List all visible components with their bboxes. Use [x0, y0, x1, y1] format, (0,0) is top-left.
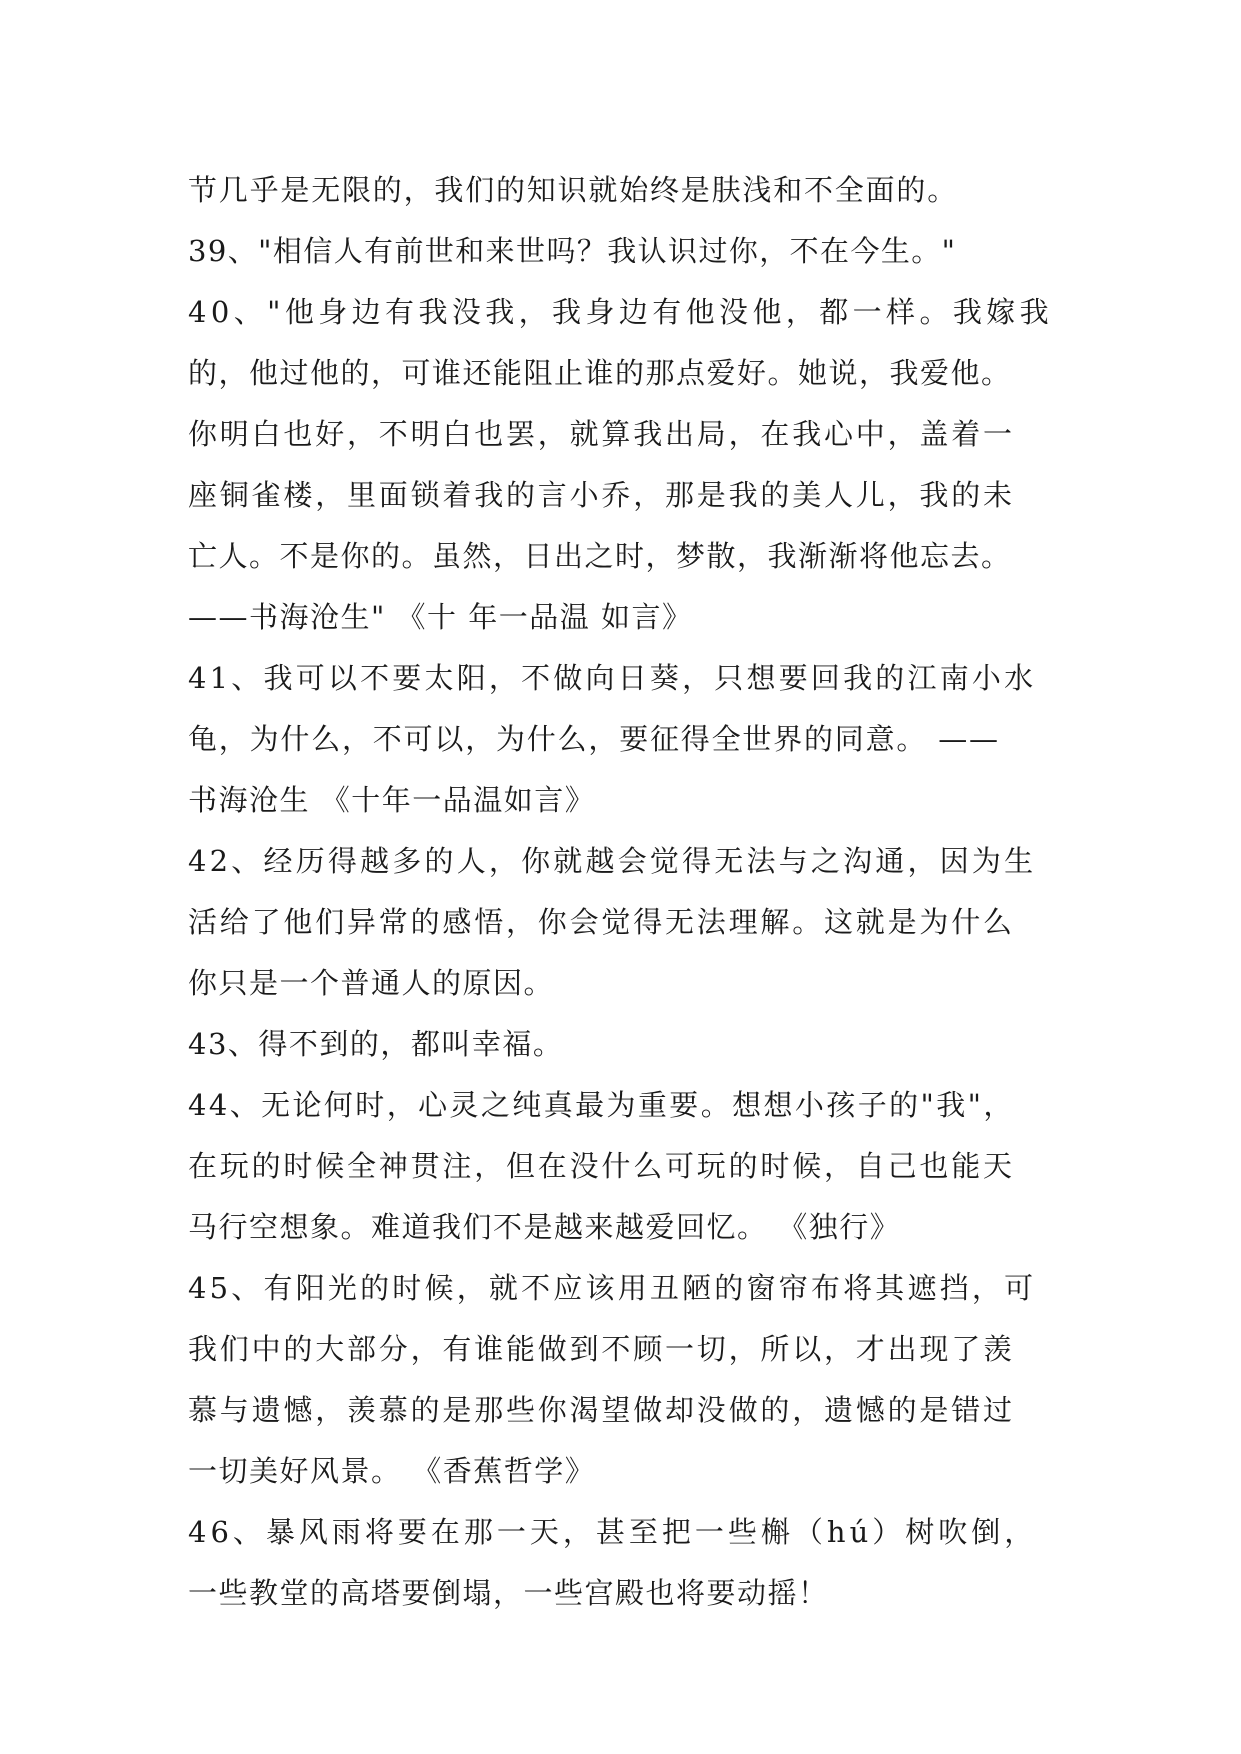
- text-line: 龟，为什么，不可以，为什么，要征得全世界的同意。 ——: [188, 722, 1000, 756]
- text-line: 44、无论何时，心灵之纯真最为重要。想想小孩子的"我"，: [188, 1088, 1015, 1122]
- text-line: 41、我可以不要太阳，不做向日葵，只想要回我的江南小水: [188, 661, 1037, 695]
- text-line: 在玩的时候全神贯注，但在没什么可玩的时候，自己也能天: [188, 1149, 1015, 1183]
- text-line: 节几乎是无限的，我们的知识就始终是肤浅和不全面的。: [188, 173, 959, 207]
- text-line: 你明白也好，不明白也罢，就算我出局，在我心中，盖着一: [188, 417, 1015, 451]
- text-line: 46、暴风雨将要在那一天，甚至把一些槲（hú）树吹倒，: [188, 1515, 1038, 1549]
- text-line: 43、得不到的，都叫幸福。: [188, 1027, 564, 1061]
- text-line: 39、"相信人有前世和来世吗？我认识过你，不在今生。": [188, 234, 957, 268]
- text-line: 42、经历得越多的人，你就越会觉得无法与之沟通，因为生: [188, 844, 1037, 878]
- text-line: 书海沧生 《十年一品温如言》: [188, 783, 596, 817]
- text-line: 亡人。不是你的。虽然，日出之时，梦散，我渐渐将他忘去。: [188, 539, 1012, 573]
- text-line: 慕与遗憾，羡慕的是那些你渴望做却没做的，遗憾的是错过: [188, 1393, 1015, 1427]
- text-line: 你只是一个普通人的原因。: [188, 966, 555, 1000]
- text-line: 40、"他身边有我没我，我身边有他没他，都一样。我嫁我: [188, 295, 1054, 329]
- text-line: 活给了他们异常的感悟，你会觉得无法理解。这就是为什么: [188, 905, 1015, 939]
- text-line: 我们中的大部分，有谁能做到不顾一切，所以，才出现了羡: [188, 1332, 1015, 1366]
- text-line: 座铜雀楼，里面锁着我的言小乔，那是我的美人儿，我的未: [188, 478, 1015, 512]
- text-line: 一些教堂的高塔要倒塌，一些宫殿也将要动摇！: [188, 1576, 829, 1610]
- text-line: 马行空想象。难道我们不是越来越爱回忆。 《独行》: [188, 1210, 901, 1244]
- text-line: 一切美好风景。 《香蕉哲学》: [188, 1454, 596, 1488]
- text-line: 45、有阳光的时候，就不应该用丑陋的窗帘布将其遮挡，可: [188, 1271, 1037, 1305]
- document-body: [188, 160, 1088, 1624]
- text-line: 的，他过他的，可谁还能阻止谁的那点爱好。她说，我爱他。: [188, 356, 1012, 390]
- text-line: ——书海沧生" 《十 年一品温 如言》: [188, 600, 693, 634]
